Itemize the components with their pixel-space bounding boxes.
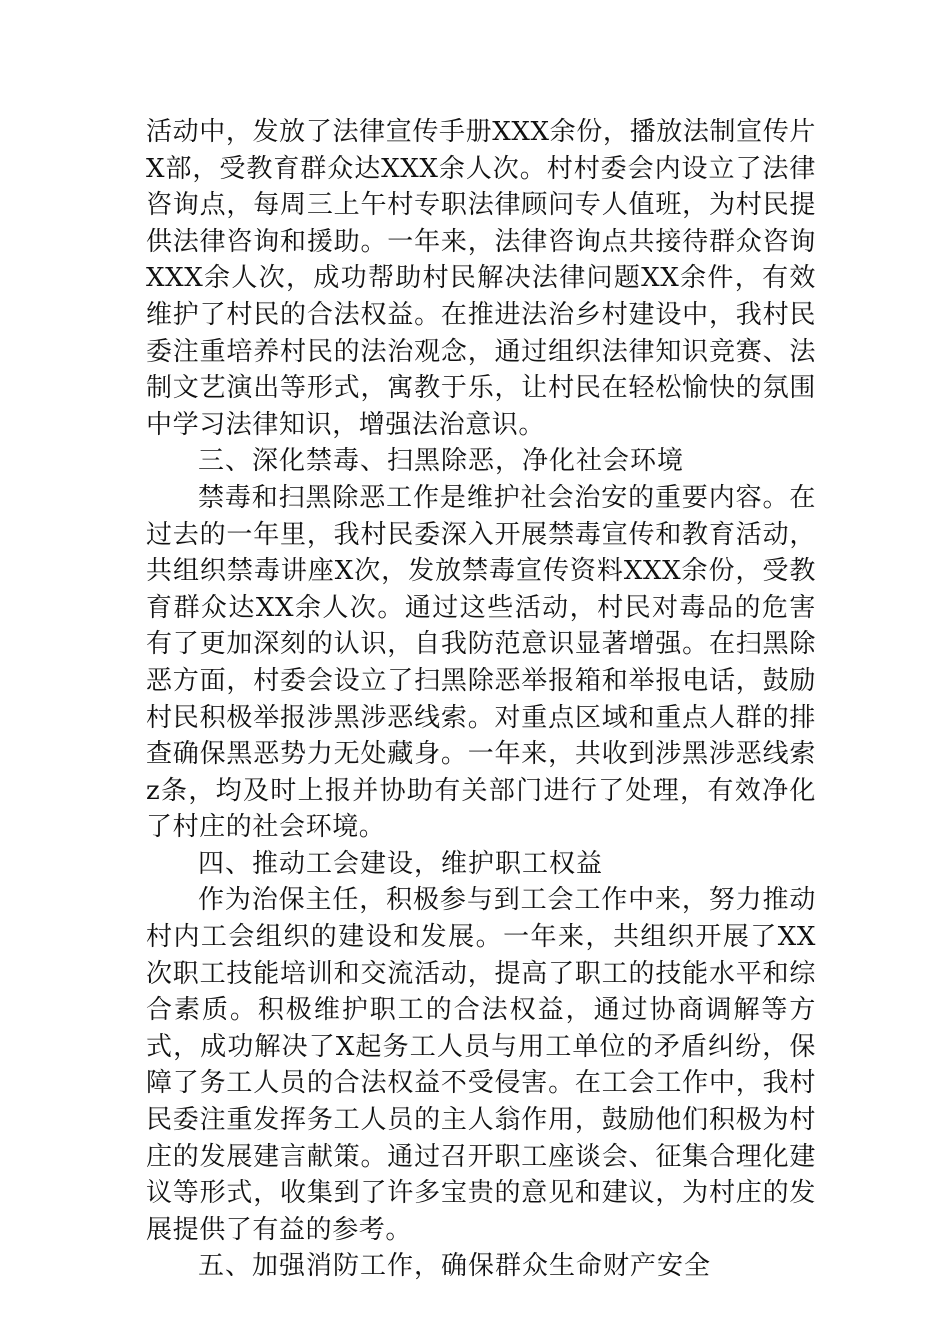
paragraph-legal-publicity: 活动中，发放了法律宣传手册XXX余份，播放法制宣传片X部，受教育群众达XXX余人次。村村委会内设立了法律咨询点，每周三上午村专职法律顾问专人值班，为村民提供法律咨询和援助。一年来，法律咨询点共接待群众咨询XXX余人次，成功帮助村民解决法律问题XX余件，有效维护了村民的合法权益。在推进法治乡村建设中，我村民委注重培养村民的法治观念，通过组织法律知识竞赛、法制文艺演出等形式，寓教于乐，让村民在轻松愉快的氛围中学习法律知识，增强法治意识。: [146, 117, 816, 440]
heading-section-4: 四、推动工会建设，维护职工权益: [198, 848, 604, 879]
paragraph-drug-control: 禁毒和扫黑除恶工作是维护社会治安的重要内容。在过去的一年里，我村民委深入开展禁毒宣传和教育活动，共组织禁毒讲座X次，发放禁毒宣传资料XXX余份，受教育群众达XX余人次。通过这些活动，村民对毒品的危害有了更加深刻的认识，自我防范意识显著增强。在扫黑除恶方面，村委会设立了扫黑除恶举报箱和举报电话，鼓励村民积极举报涉黑涉恶线索。对重点区域和重点人群的排查确保黑恶势力无处藏身。一年来，共收到涉黑涉恶线索z条，均及时上报并协助有关部门进行了处理，有效净化了村庄的社会环境。: [146, 482, 816, 843]
heading-section-5: 五、加强消防工作，确保群众生命财产安全: [198, 1251, 712, 1282]
document-body: [146, 114, 816, 1285]
heading-section-3: 三、深化禁毒、扫黑除恶，净化社会环境: [198, 446, 685, 477]
paragraph-trade-union: 作为治保主任，积极参与到工会工作中来，努力推动村内工会组织的建设和发展。一年来，共组织开展了XX次职工技能培训和交流活动，提高了职工的技能水平和综合素质。积极维护职工的合法权益，通过协商调解等方式，成功解决了X起务工人员与用工单位的矛盾纠纷，保障了务工人员的合法权益不受侵害。在工会工作中，我村民委注重发挥务工人员的主人翁作用，鼓励他们积极为村庄的发展建言献策。通过召开职工座谈会、征集合理化建议等形式，收集到了许多宝贵的意见和建议，为村庄的发展提供了有益的参考。: [146, 885, 816, 1245]
